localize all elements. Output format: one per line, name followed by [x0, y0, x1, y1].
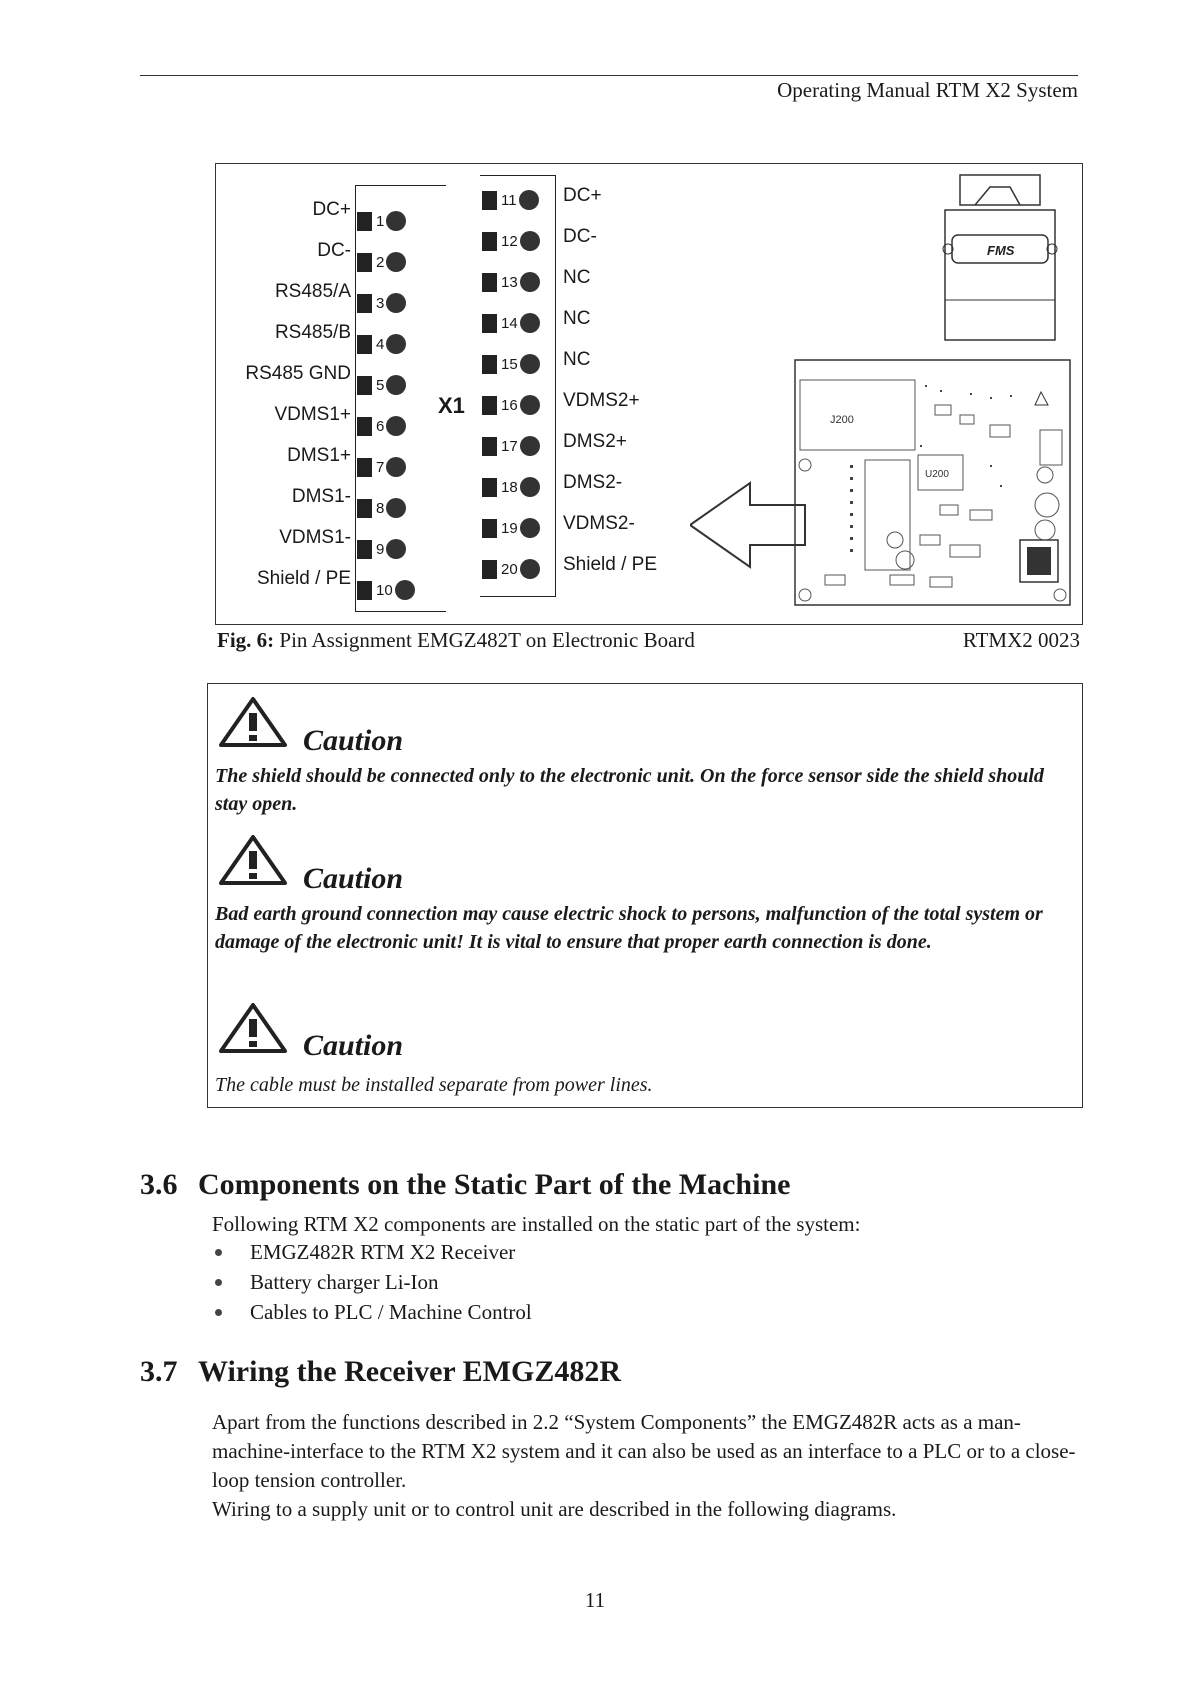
terminal-square — [482, 273, 497, 292]
list-item: EMGZ482R RTM X2 Receiver — [215, 1240, 515, 1265]
terminal-square — [482, 560, 497, 579]
caution-title-1: Caution — [303, 724, 404, 757]
pin-label-20: Shield / PE — [563, 554, 657, 575]
terminal-screw-icon — [520, 354, 540, 374]
warning-small-icon — [1035, 392, 1048, 405]
terminal-screw-icon — [520, 436, 540, 456]
terminal-screw-icon — [386, 252, 406, 272]
pin-label-5: RS485 GND — [245, 363, 351, 384]
terminal-square — [482, 314, 497, 333]
terminal-screw-icon — [386, 457, 406, 477]
section-intro: Following RTM X2 components are installed on the static part of the system: — [212, 1212, 861, 1236]
terminal-screw-icon — [386, 539, 406, 559]
list-item: Battery charger Li-Ion — [215, 1270, 439, 1295]
pin-label-16: VDMS2+ — [563, 390, 640, 411]
terminal-screw-icon — [520, 559, 540, 579]
arrow-icon — [690, 483, 805, 567]
pin-label-14: NC — [563, 308, 591, 329]
section-paragraph-2: Wiring to a supply unit or to control unit are described in the following diagrams. — [212, 1497, 897, 1521]
pin-label-15: NC — [563, 349, 591, 370]
figure-caption-text: Pin Assignment EMGZ482T on Electronic Board — [279, 628, 695, 652]
terminal-screw-icon — [386, 293, 406, 313]
connector-label: X1 — [438, 393, 465, 418]
list-item: Cables to PLC / Machine Control — [215, 1300, 532, 1325]
pin-label-7: DMS1+ — [287, 445, 351, 466]
terminal-screw-icon — [520, 313, 540, 333]
pin-label-10: Shield / PE — [257, 568, 351, 589]
terminal-square — [357, 335, 372, 354]
terminal-square — [357, 376, 372, 395]
terminal-screw-icon — [386, 498, 406, 518]
terminal-screw-icon — [520, 477, 540, 497]
figure-caption-prefix: Fig. 6: — [217, 628, 275, 652]
terminal-screw-icon — [519, 190, 539, 210]
header-rule — [140, 75, 1078, 76]
section-heading-3-6 — [140, 1168, 790, 1202]
figure-caption — [217, 628, 695, 653]
electronic-board-drawing — [690, 165, 1080, 610]
terminal-square — [357, 499, 372, 518]
section-title: Wiring the Receiver EMGZ482R — [198, 1355, 621, 1388]
pin-label-3: RS485/A — [274, 281, 351, 302]
terminal-square — [482, 478, 497, 497]
pin-label-2: DC- — [317, 240, 351, 261]
caution-title-3: Caution — [303, 1029, 404, 1062]
terminal-screw-icon — [386, 334, 406, 354]
antenna-icon — [975, 187, 1020, 205]
pin-label-8: DMS1- — [291, 486, 351, 507]
header-title: Operating Manual RTM X2 System — [777, 78, 1078, 102]
warning-icon — [218, 696, 288, 748]
pin-label-17: DMS2+ — [563, 431, 627, 452]
terminal-square — [357, 253, 372, 272]
section-title: Components on the Static Part of the Machine — [198, 1168, 791, 1201]
bullet-icon — [215, 1249, 222, 1256]
terminal-square — [482, 355, 497, 374]
pin-label-1: DC+ — [312, 199, 351, 220]
terminal-screw-icon — [386, 211, 406, 231]
figure-code: RTMX2 0023 — [962, 628, 1080, 652]
terminal-screw-icon — [520, 272, 540, 292]
u200-label: U200 — [925, 469, 949, 480]
terminal-square — [357, 458, 372, 477]
warning-icon — [218, 1002, 288, 1054]
pin-label-4: RS485/B — [274, 322, 351, 343]
brand-label: FMS — [987, 243, 1015, 258]
terminal-square — [482, 232, 497, 251]
caution-title-2: Caution — [303, 862, 404, 895]
pin-label-18: DMS2- — [563, 472, 623, 493]
page-number: 11 — [584, 1588, 606, 1612]
warning-icon — [218, 834, 288, 886]
terminal-square — [482, 519, 497, 538]
section-number: 3.6 — [140, 1168, 178, 1201]
caution-box — [207, 683, 1083, 1108]
terminal-square — [357, 294, 372, 313]
terminal-square — [482, 191, 497, 210]
terminal-square — [357, 540, 372, 559]
pin-label-11: DC+ — [563, 185, 602, 206]
terminal-screw-icon — [520, 395, 540, 415]
housing-outline — [945, 210, 1055, 340]
caution-text-2: Bad earth ground connection may cause electric shock to persons, malfunction of the total system or damage of the electronic unit! It is vital to ensure that proper earth connection is done. — [215, 903, 1043, 953]
section-number: 3.7 — [140, 1355, 178, 1388]
caution-text-1: The shield should be connected only to the electronic unit. On the force sensor side the shield should stay open. — [215, 765, 1044, 815]
bullet-icon — [215, 1279, 222, 1286]
terminal-screw-icon — [386, 375, 406, 395]
left-pin-labels — [215, 185, 351, 605]
terminal-screw-icon — [386, 416, 406, 436]
terminal-square — [482, 437, 497, 456]
pin-label-19: VDMS2- — [563, 513, 635, 534]
terminal-screw-icon — [520, 518, 540, 538]
terminal-square — [357, 212, 372, 231]
pin-label-12: DC- — [563, 226, 597, 247]
caution-text-3: The cable must be installed separate from power lines. — [215, 1074, 653, 1096]
terminal-square — [357, 581, 372, 600]
bullet-icon — [215, 1309, 222, 1316]
terminal-square — [357, 417, 372, 436]
terminal-square — [482, 396, 497, 415]
section-heading-3-7 — [140, 1355, 621, 1389]
pin-label-13: NC — [563, 267, 591, 288]
pin-label-6: VDMS1+ — [274, 404, 351, 425]
section-paragraph-1: Apart from the functions described in 2.2 “System Components” the EMGZ482R acts as a man-machine-interface to the RTM X2 system and it can also be used as an interface to a PLC or to a close-loop tension controller. — [212, 1410, 1076, 1492]
j200-label: J200 — [830, 414, 854, 426]
pin-label-9: VDMS1- — [279, 527, 351, 548]
terminal-screw-icon — [520, 231, 540, 251]
terminal-screw-icon — [395, 580, 415, 600]
